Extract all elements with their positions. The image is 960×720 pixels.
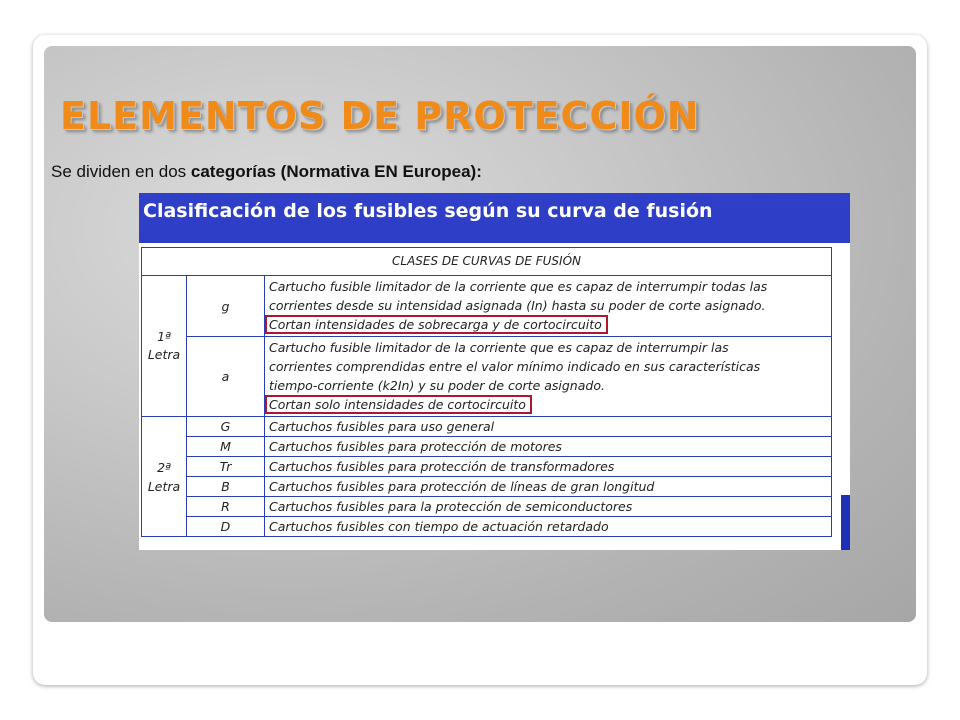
code-cell: D — [187, 517, 265, 537]
code-cell: G — [187, 417, 265, 437]
a-line1: Cartucho fusible limitador de la corriente que es capaz de interrumpir las — [269, 340, 729, 355]
slide-title: ELEMENTOS DE PROTECCIÓN — [60, 94, 700, 138]
a-boxed-note: Cortan solo intensidades de cortocircuito — [265, 395, 532, 414]
code-cell: R — [187, 497, 265, 517]
code-cell: Tr — [187, 457, 265, 477]
fuse-classification-figure — [139, 193, 850, 550]
second-letter-label-2: Letra — [147, 478, 181, 494]
first-letter-label — [142, 276, 187, 417]
code-cell: B — [187, 477, 265, 497]
table-row — [142, 517, 832, 537]
figure-table-area — [139, 243, 839, 550]
figure-blue-strip — [841, 495, 850, 550]
figure-right-edge — [839, 243, 850, 550]
desc-cell: Cartuchos fusibles para protección de motores — [265, 437, 832, 457]
g-line2: corrientes desde su intensidad asignada (In) hasta su poder de corte asignado. — [269, 298, 766, 313]
desc-cell: Cartuchos fusibles para protección de transformadores — [265, 457, 832, 477]
desc-cell: Cartuchos fusibles para protección de líneas de gran longitud — [265, 477, 832, 497]
figure-title: Clasificación de los fusibles según su curva de fusión — [143, 200, 713, 222]
table-row-g — [142, 276, 832, 337]
desc-g — [265, 276, 832, 337]
table-row — [142, 437, 832, 457]
g-line1: Cartucho fusible limitador de la corriente que es capaz de interrumpir todas las — [269, 279, 768, 294]
table-row — [142, 457, 832, 477]
table-header: CLASES DE CURVAS DE FUSIÓN — [142, 248, 832, 276]
table-row-a — [142, 337, 832, 417]
fuse-curve-table — [141, 247, 832, 537]
g-boxed-note: Cortan intensidades de sobrecarga y de cortocircuito — [265, 315, 608, 334]
a-line3: tiempo-corriente (k2In) y su poder de corte asignado. — [269, 378, 605, 393]
a-line2: corrientes comprendidas entre el valor mínimo indicado en sus características — [269, 359, 761, 374]
subtitle-text: Se dividen en dos — [51, 162, 191, 181]
table-header-row — [142, 248, 832, 276]
table-row — [142, 497, 832, 517]
desc-a — [265, 337, 832, 417]
code-a: a — [187, 337, 265, 417]
table-row — [142, 417, 832, 437]
table-row — [142, 477, 832, 497]
subtitle-bold-text: categorías (Normativa EN Europea): — [190, 162, 482, 181]
code-cell: M — [187, 437, 265, 457]
first-letter-label-2: Letra — [147, 347, 181, 362]
desc-cell: Cartuchos fusibles para uso general — [265, 417, 832, 437]
desc-cell: Cartuchos fusibles para la protección de semiconductores — [265, 497, 832, 517]
slide-subtitle — [51, 162, 482, 182]
slide — [44, 46, 916, 622]
second-letter-label — [142, 417, 187, 537]
first-letter-label-1: 1ª — [157, 329, 171, 344]
desc-cell: Cartuchos fusibles con tiempo de actuación retardado — [265, 517, 832, 537]
second-letter-label-1: 2ª — [157, 459, 171, 475]
code-g: g — [187, 276, 265, 337]
